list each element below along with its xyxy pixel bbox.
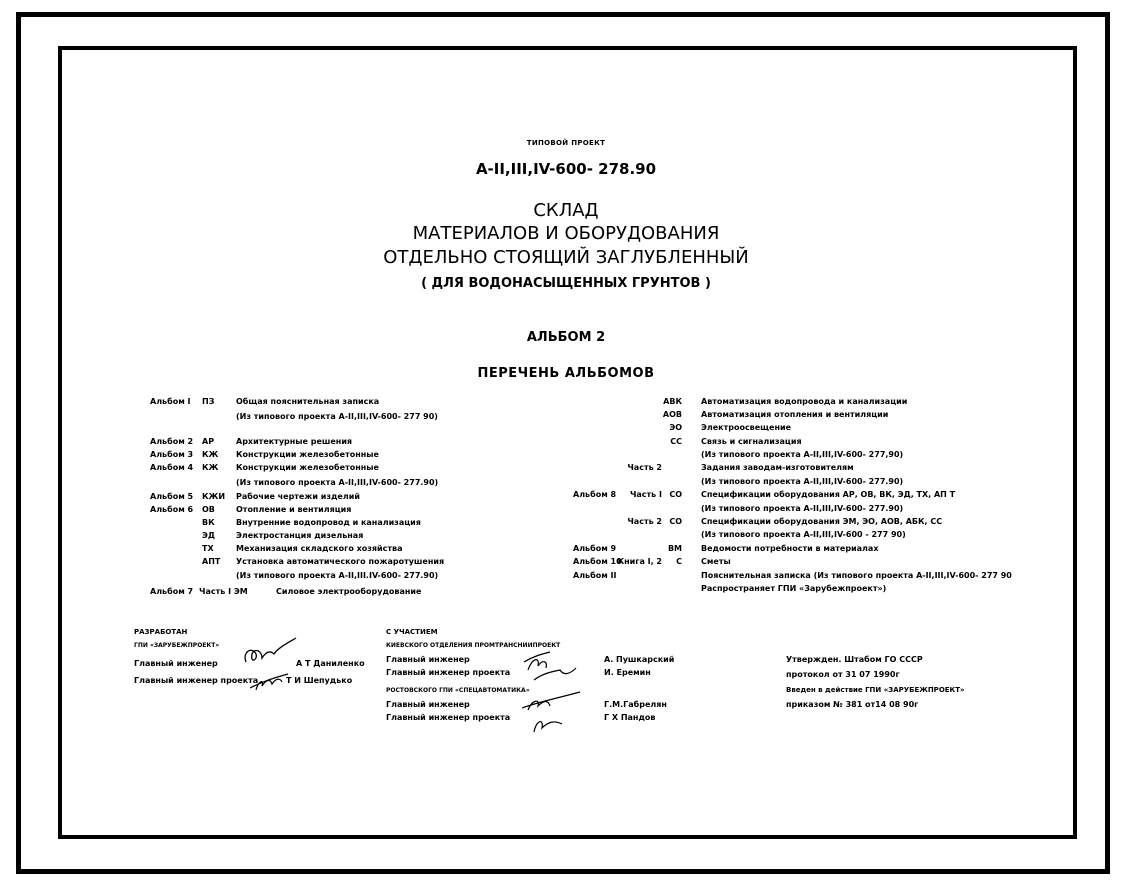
participation-name-4: Г Х Пандов — [604, 713, 656, 722]
right-row-desc: Сметы — [701, 557, 731, 566]
right-row-album: Альбом 8 — [573, 490, 617, 499]
participation-org-2: РОСТОВСКОГО ГПИ «СПЕЦАВТОМАТИКА» — [386, 687, 530, 694]
left-row-album: Альбом 6 — [150, 505, 194, 514]
signature-gabrelyan — [518, 690, 584, 738]
participation-role-4: Главный инженер проекта — [386, 713, 511, 722]
right-row-part: Часть 2 — [627, 517, 662, 526]
participation-org-1: КИЕВСКОГО ОТДЕЛЕНИЯ ПРОМТРАНСНИИПРОЕКТ — [386, 642, 561, 649]
participation-role-1: Главный инженер — [386, 655, 470, 664]
left-row-desc: Конструкции железобетонные — [236, 463, 379, 472]
signature-danilenko — [240, 636, 300, 668]
album-number: АЛЬБОМ 2 — [526, 330, 606, 345]
right-row-code: ВМ — [667, 544, 682, 553]
list-title: ПЕРЕЧЕНЬ АЛЬБОМОВ — [477, 366, 655, 381]
project-code: А-II,III,IV-600- 278.90 — [475, 160, 657, 178]
right-row-desc: Ведомости потребности в материалах — [701, 544, 879, 553]
approved-line-1: Утвержден. Штабом ГО СССР — [786, 655, 923, 664]
right-row-code: ЭО — [669, 423, 682, 432]
right-row-code: АОВ — [662, 410, 682, 419]
participation-name-2: И. Еремин — [604, 668, 651, 677]
right-row-album: Альбом II — [573, 571, 617, 580]
participation-role-3: Главный инженер — [386, 700, 470, 709]
approved-line-2: протокол от 31 07 1990г — [786, 670, 900, 679]
right-row-desc: Спецификации оборудования ЭМ, ЭО, АОВ, АБК, СС — [701, 517, 943, 526]
participation-name-3: Г.М.Габрелян — [604, 700, 667, 709]
approved-line-3: Введен в действие ГПИ «ЗАРУБЕЖПРОЕКТ» — [786, 686, 965, 694]
participation-label: С УЧАСТИЕМ — [386, 628, 438, 636]
title-line-1: СКЛАД — [533, 200, 599, 221]
left-row-code: ПЗ — [202, 397, 215, 406]
left-row-album: Альбом 5 — [150, 492, 194, 501]
right-row-code: СО — [669, 517, 682, 526]
developed-role-1: Главный инженер — [134, 659, 218, 668]
left-row-code: КЖИ — [202, 492, 226, 501]
right-row-desc: Пояснительная записка (Из типового проекта А-II,III,IV-600- 277 90 — [701, 571, 1012, 580]
right-row-code: СО — [669, 490, 682, 499]
left-row-desc: Отопление и вентиляция — [236, 505, 352, 514]
right-row-code: СС — [670, 437, 682, 446]
right-row-desc: Спецификации оборудования АР, ОВ, ВК, ЭД, ТХ, АП Т — [701, 490, 956, 499]
left-row-code: ОВ — [202, 505, 215, 514]
right-row-album: Альбом 10 — [573, 557, 622, 566]
left-row-code: КЖ — [202, 450, 219, 459]
left-row-desc: (Из типового проекта А-II,III,IV-600- 277.90) — [236, 478, 439, 487]
right-row-album: Альбом 9 — [573, 544, 617, 553]
title-line-2: МАТЕРИАЛОВ И ОБОРУДОВАНИЯ — [412, 223, 720, 244]
right-row-desc: Задания заводам-изготовителям — [701, 463, 854, 472]
left-row-desc: Установка автоматического пожаротушения — [236, 557, 445, 566]
right-row-part: Книга I, 2 — [617, 557, 662, 566]
participation-role-2: Главный инженер проекта — [386, 668, 511, 677]
right-row-desc: Связь и сигнализация — [701, 437, 802, 446]
left-row-code: КЖ — [202, 463, 219, 472]
left-row-code: ТХ — [202, 544, 214, 553]
left-row-album: Альбом 3 — [150, 450, 194, 459]
left-row-code: АПТ — [202, 557, 221, 566]
right-row-part: Часть I — [629, 490, 662, 499]
left-row-code: АР — [202, 437, 215, 446]
left-row-album: Альбом I — [150, 397, 191, 406]
right-row-part: Часть 2 — [627, 463, 662, 472]
developed-org: ГПИ «ЗАРУБЕЖПРОЕКТ» — [134, 642, 220, 649]
developed-name-1: А Т Даниленко — [296, 659, 365, 668]
left-row-desc: Электростанция дизельная — [236, 531, 364, 540]
right-row-code: С — [676, 557, 682, 566]
left-row-desc: Конструкции железобетонные — [236, 450, 379, 459]
signature-pushkarsky — [520, 648, 580, 688]
left-row-desc: Внутренние водопровод и канализация — [236, 518, 421, 527]
right-row-desc: (Из типового проекта А-II,III,IV-600- 277,90) — [701, 450, 904, 459]
left-row-album: Альбом 2 — [150, 437, 194, 446]
right-row-desc: (Из типового проекта А-II,III,IV-600 - 277 90) — [701, 530, 906, 539]
approved-line-4: приказом № 381 от14 08 90г — [786, 700, 919, 709]
right-row-code: АВК — [663, 397, 682, 406]
right-row-desc: Автоматизация водопровода и канализации — [701, 397, 908, 406]
title-line-4: ( ДЛЯ ВОДОНАСЫЩЕННЫХ ГРУНТОВ ) — [421, 276, 711, 291]
left-row-code: ВК — [202, 518, 215, 527]
left-row-desc: Общая пояснительная записка — [236, 397, 380, 406]
developed-name-2: Т И Шепудько — [286, 676, 353, 685]
participation-name-1: А. Пушкарский — [604, 655, 675, 664]
signature-shepudko — [248, 668, 292, 694]
left-row-desc: Архитектурные решения — [236, 437, 353, 446]
left-row-desc: Рабочие чертежи изделий — [236, 492, 360, 501]
right-row-desc: (Из типового проекта А-II,III,IV-600- 277.90) — [701, 477, 904, 486]
right-row-desc: Автоматизация отопления и вентиляции — [701, 410, 889, 419]
developed-role-2: Главный инженер проекта — [134, 676, 259, 685]
right-row-desc: Электроосвещение — [701, 423, 791, 432]
right-row-desc: (Из типового проекта А-II,III,IV-600- 277.90) — [701, 504, 904, 513]
left-row-code: Часть I ЭМ — [199, 587, 248, 596]
left-row-album: Альбом 7 — [150, 587, 194, 596]
left-row-desc: Силовое электрооборудование — [276, 587, 422, 596]
left-row-desc: Механизация складского хозяйства — [236, 544, 403, 553]
title-line-3: ОТДЕЛЬНО СТОЯЩИЙ ЗАГЛУБЛЕННЫЙ — [383, 247, 749, 268]
left-row-code: ЭД — [202, 531, 215, 540]
left-row-album: Альбом 4 — [150, 463, 194, 472]
developed-label: РАЗРАБОТАН — [134, 628, 188, 636]
left-row-desc: (Из типового проекта А-II,III.IV-600- 277.90) — [236, 571, 439, 580]
right-row-desc: Распространяет ГПИ «Зарубежпроект») — [701, 584, 887, 593]
project-kind: ТИПОВОЙ ПРОЕКТ — [526, 139, 606, 147]
left-row-desc: (Из типового проекта А-II,III,IV-600- 277 90) — [236, 412, 438, 421]
